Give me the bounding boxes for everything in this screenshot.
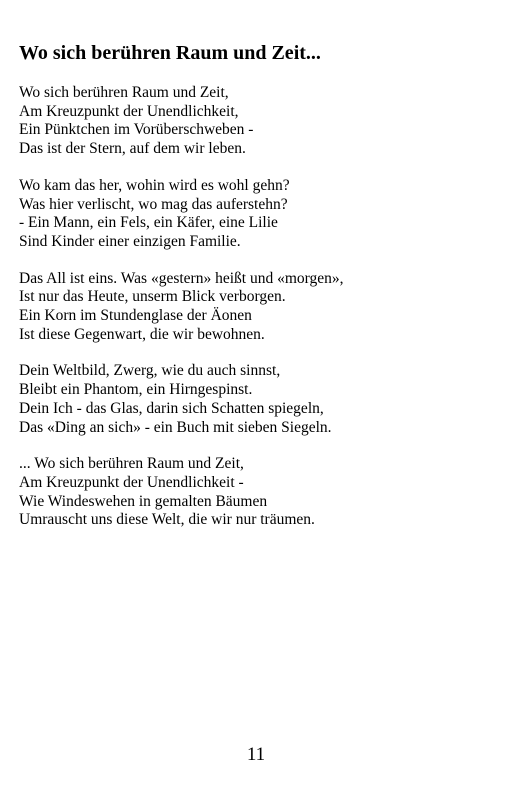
- poem-line: Das «Ding an sich» - ein Buch mit sieben Siegeln.: [19, 418, 332, 436]
- poem-line: Am Kreuzpunkt der Unendlichkeit,: [19, 102, 239, 120]
- poem-line: Umrauscht uns diese Welt, die wir nur träumen.: [19, 511, 315, 529]
- poem-body: [19, 84, 489, 548]
- stanza-1: [19, 84, 489, 159]
- poem-line: Ein Pünktchen im Vorüberschweben -: [19, 121, 254, 139]
- stanza-5: [19, 455, 489, 530]
- poem-line: Das ist der Stern, auf dem wir leben.: [19, 140, 246, 158]
- poem-title: Wo sich berühren Raum und Zeit...: [19, 42, 321, 64]
- poem-line: Sind Kinder einer einzigen Familie.: [19, 232, 241, 250]
- poem-line: Was hier verlischt, wo mag das auferstehn?: [19, 195, 288, 213]
- poem-line: Am Kreuzpunkt der Unendlichkeit -: [19, 473, 244, 491]
- stanza-2: [19, 177, 489, 252]
- stanza-4: [19, 362, 489, 437]
- poem-line: Ist diese Gegenwart, die wir bewohnen.: [19, 325, 265, 343]
- poem-line: Ist nur das Heute, unserm Blick verborgen.: [19, 288, 286, 306]
- stanza-3: [19, 270, 489, 345]
- page-number: 11: [246, 744, 266, 765]
- poem-line: Dein Ich - das Glas, darin sich Schatten spiegeln,: [19, 399, 324, 417]
- poem-line: Bleibt ein Phantom, ein Hirngespinst.: [19, 381, 253, 399]
- poem-line: Wo kam das her, wohin wird es wohl gehn?: [19, 176, 290, 194]
- poem-line: ... Wo sich berühren Raum und Zeit,: [19, 455, 244, 473]
- poem-line: - Ein Mann, ein Fels, ein Käfer, eine Lilie: [19, 214, 278, 232]
- poem-line: Dein Weltbild, Zwerg, wie du auch sinnst,: [19, 362, 281, 380]
- poem-line: Wo sich berühren Raum und Zeit,: [19, 84, 229, 101]
- poem-line: Wie Windeswehen in gemalten Bäumen: [19, 492, 268, 510]
- poem-line: Ein Korn im Stundenglase der Äonen: [19, 307, 252, 325]
- poem-line: Das All ist eins. Was «gestern» heißt und «morgen»,: [19, 269, 344, 287]
